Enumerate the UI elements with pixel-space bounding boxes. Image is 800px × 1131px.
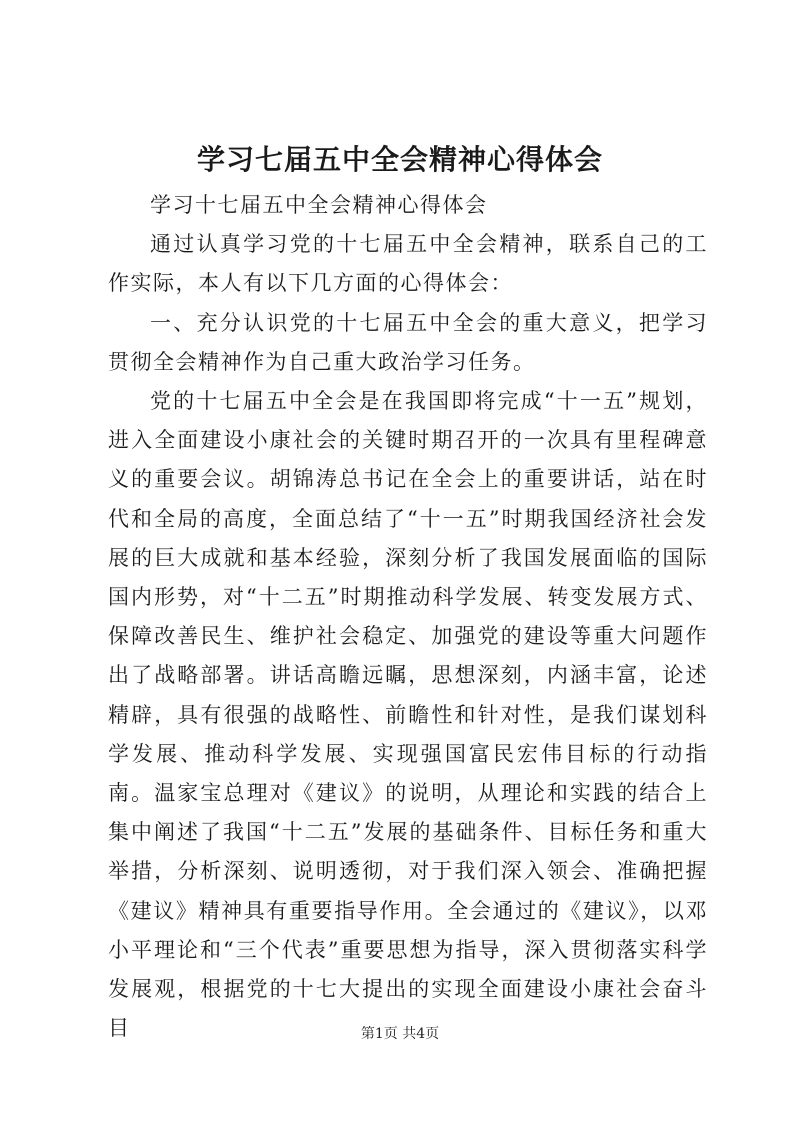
document-title: 学习七届五中全会精神心得体会 [196, 143, 603, 176]
section-heading-paragraph: 一、充分认识党的十七届五中全会的重大意义，把学习贯彻全会精神作为自己重大政治学习任务。 [108, 310, 708, 374]
subtitle-paragraph: 学习十七届五中全会精神心得体会 [150, 193, 488, 217]
body-paragraph: 党的十七届五中全会是在我国即将完成“十一五”规划，进入全面建设小康社会的关键时期召开的一次具有里程碑意义的重要会议。胡锦涛总书记在全会上的重要讲话，站在时代和全局的高度，全面总结了“十一五”时期我国经济社会发展的巨大成就和基本经验，深刻分析了我国发展面临的国际国内形势，对“十二五”时期推动科学发展、转变发展方式、保障改善民生、维护社会稳定、加强党的建设等重大问题作出了战略部署。讲话高瞻远瞩，思想深刻，内涵丰富，论述精辟，具有很强的战略性、前瞻性和针对性，是我们谋划科学发展、推动科学发展、实现强国富民宏伟目标的行动指南。温家宝总理对《建议》的说明，从理论和实践的结合上集中阐述了我国“十二五”发展的基础条件、目标任务和重大举措，分析深刻、说明透彻，对于我们深入领会、准确把握《建议》精神具有重要指导作用。全会通过的《建议》，以邓小平理论和“三个代表”重要思想为指导，深入贯彻落实科学发展观，根据党的十七大提出的实现全面建设小康社会奋斗目 [108, 389, 708, 1041]
page-footer: 第1页 共4页 [360, 1026, 440, 1042]
document-body [108, 186, 708, 1048]
intro-paragraph: 通过认真学习党的十七届五中全会精神，联系自己的工作实际，本人有以下几方面的心得体会： [108, 232, 708, 296]
